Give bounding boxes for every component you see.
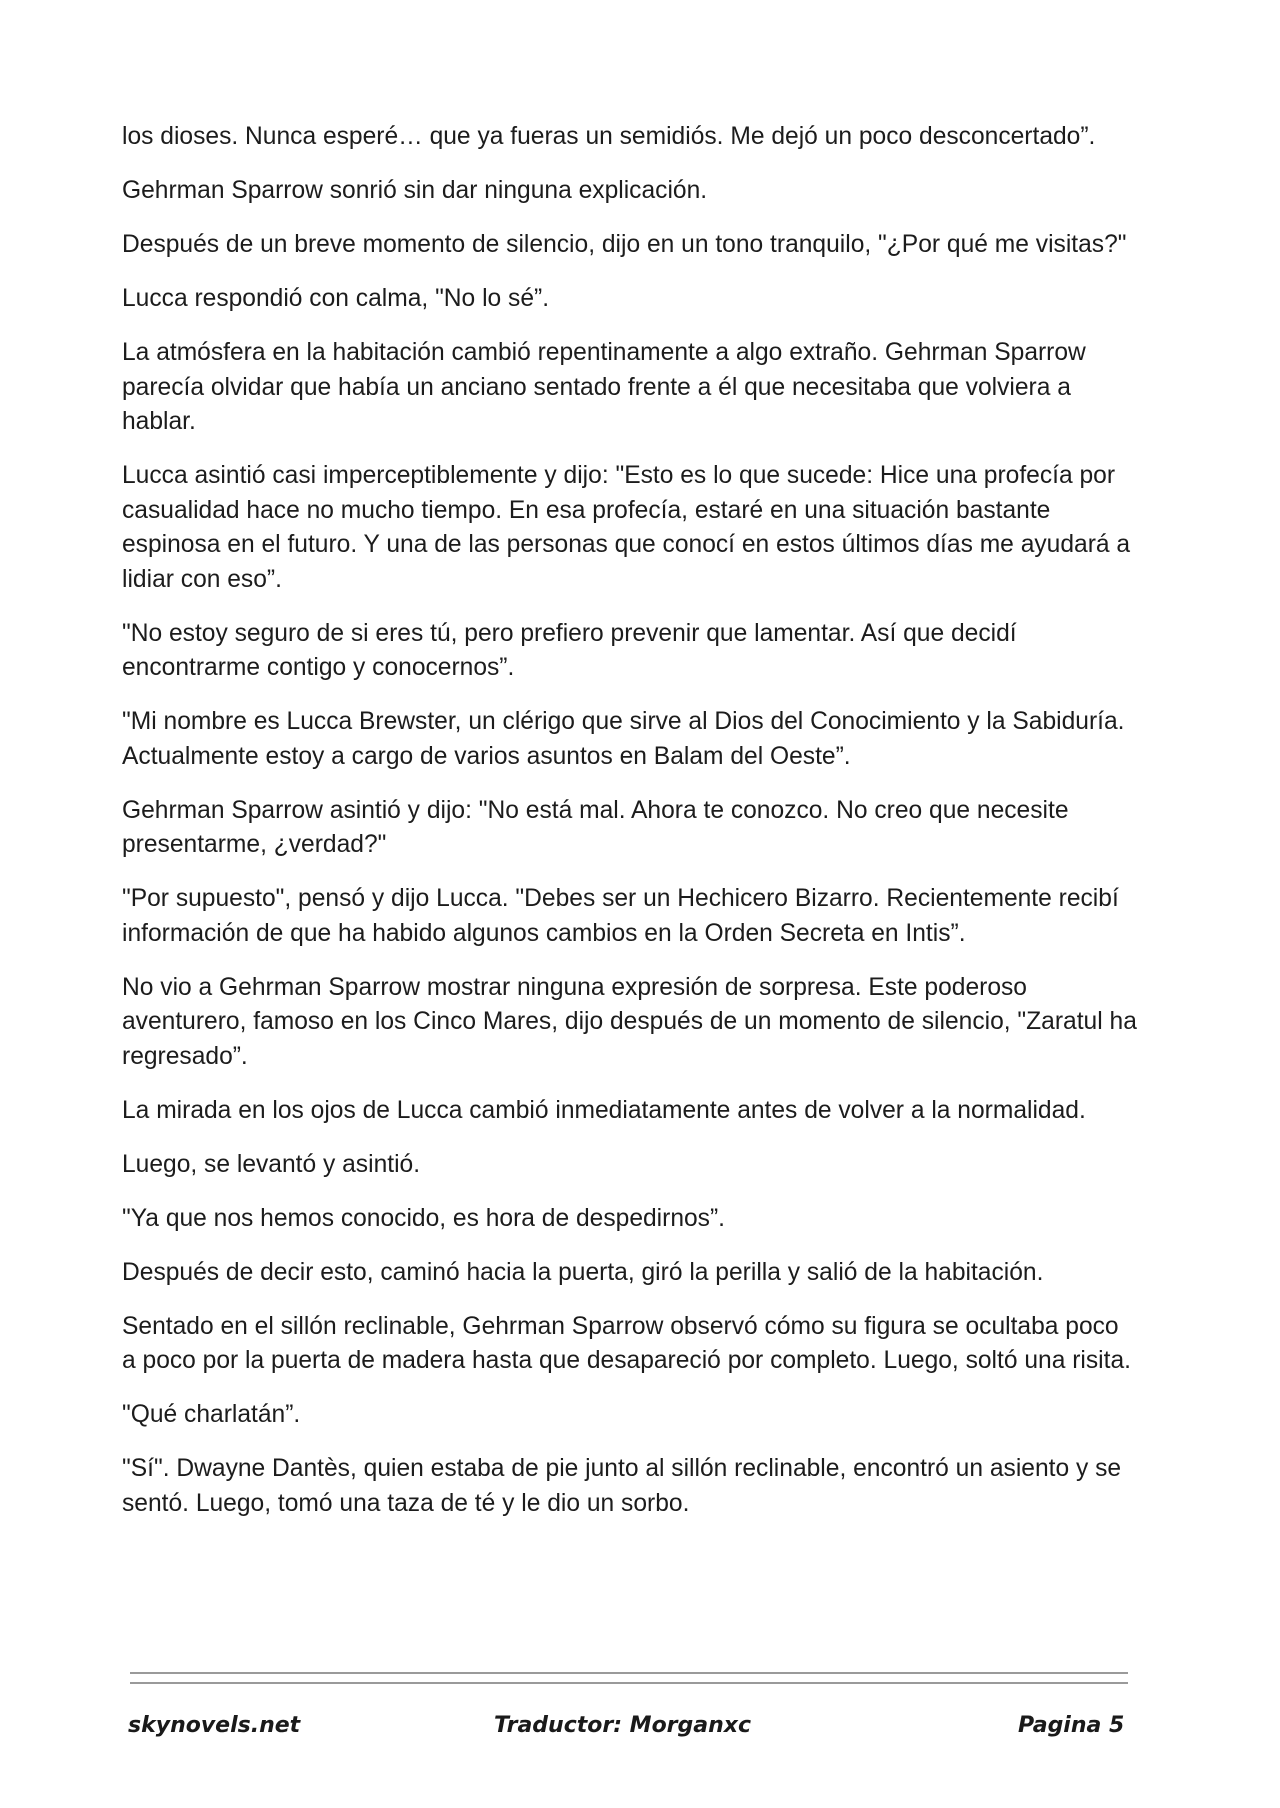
paragraph: "Ya que nos hemos conocido, es hora de despedirnos”. — [122, 1204, 726, 1232]
footer-translator: Traductor: Morganxc — [494, 1713, 752, 1738]
paragraph: Gehrman Sparrow sonrió sin dar ninguna explicación. — [122, 177, 708, 204]
body-text — [122, 120, 1137, 1541]
footer-site: skynovels.net — [128, 1713, 301, 1738]
paragraph: La atmósfera en la habitación cambió repentinamente a algo extraño. Gehrman Sparrow parecía olvidar que había un anciano sentado frente a él que necesitaba que volviera a hablar. — [122, 339, 1086, 435]
footer-divider — [130, 1682, 1128, 1684]
footer-divider — [130, 1672, 1128, 1674]
paragraph: No vio a Gehrman Sparrow mostrar ninguna expresión de sorpresa. Este poderoso aventurero, famoso en los Cinco Mares, dijo después de un momento de silencio, "Zaratul ha regresado”. — [122, 973, 1137, 1070]
paragraph: Después de decir esto, caminó hacia la puerta, giró la perilla y salió de la habitación. — [122, 1258, 1044, 1286]
paragraph: Lucca respondió con calma, "No lo sé”. — [122, 285, 550, 312]
paragraph: Después de un breve momento de silencio, dijo en un tono tranquilo, "¿Por qué me visitas?" — [122, 231, 1127, 258]
paragraph: "No estoy seguro de si eres tú, pero prefiero prevenir que lamentar. Así que decidí encontrarme contigo y conocernos”. — [122, 619, 1017, 681]
paragraph: La mirada en los ojos de Lucca cambió inmediatamente antes de volver a la normalidad. — [122, 1096, 1086, 1124]
paragraph: "Por supuesto", pensó y dijo Lucca. "Debes ser un Hechicero Bizarro. Recientemente recibí información de que ha habido algunos cambios en la Orden Secreta en Intis”. — [122, 885, 1119, 947]
paragraph: "Qué charlatán”. — [122, 1401, 301, 1428]
paragraph: Luego, se levantó y asintió. — [122, 1150, 421, 1178]
footer-page-number: Pagina 5 — [1018, 1713, 1125, 1738]
paragraph: los dioses. Nunca esperé… que ya fueras un semidiós. Me dejó un poco desconcertado”. — [122, 123, 1096, 150]
paragraph: "Mi nombre es Lucca Brewster, un clérigo que sirve al Dios del Conocimiento y la Sabiduría. Actualmente estoy a cargo de varios asuntos en Balam del Oeste”. — [122, 708, 1125, 770]
paragraph: Gehrman Sparrow asintió y dijo: "No está mal. Ahora te conozco. No creo que necesite presentarme, ¿verdad?" — [122, 796, 1069, 858]
paragraph: Lucca asintió casi imperceptiblemente y dijo: "Esto es lo que sucede: Hice una profecía por casualidad hace no mucho tiempo. En esa profecía, estaré en una situación bastante espinosa en el futuro. Y una de las personas que conocí en estos últimos días me ayudará a lidiar con eso”. — [122, 462, 1131, 593]
paragraph: Sentado en el sillón reclinable, Gehrman Sparrow observó cómo su figura se ocultaba poco a poco por la puerta de madera hasta que desapareció por completo. Luego, soltó una risita. — [122, 1312, 1131, 1374]
paragraph: "Sí". Dwayne Dantès, quien estaba de pie junto al sillón reclinable, encontró un asiento y se sentó. Luego, tomó una taza de té y le dio un sorbo. — [122, 1455, 1122, 1517]
